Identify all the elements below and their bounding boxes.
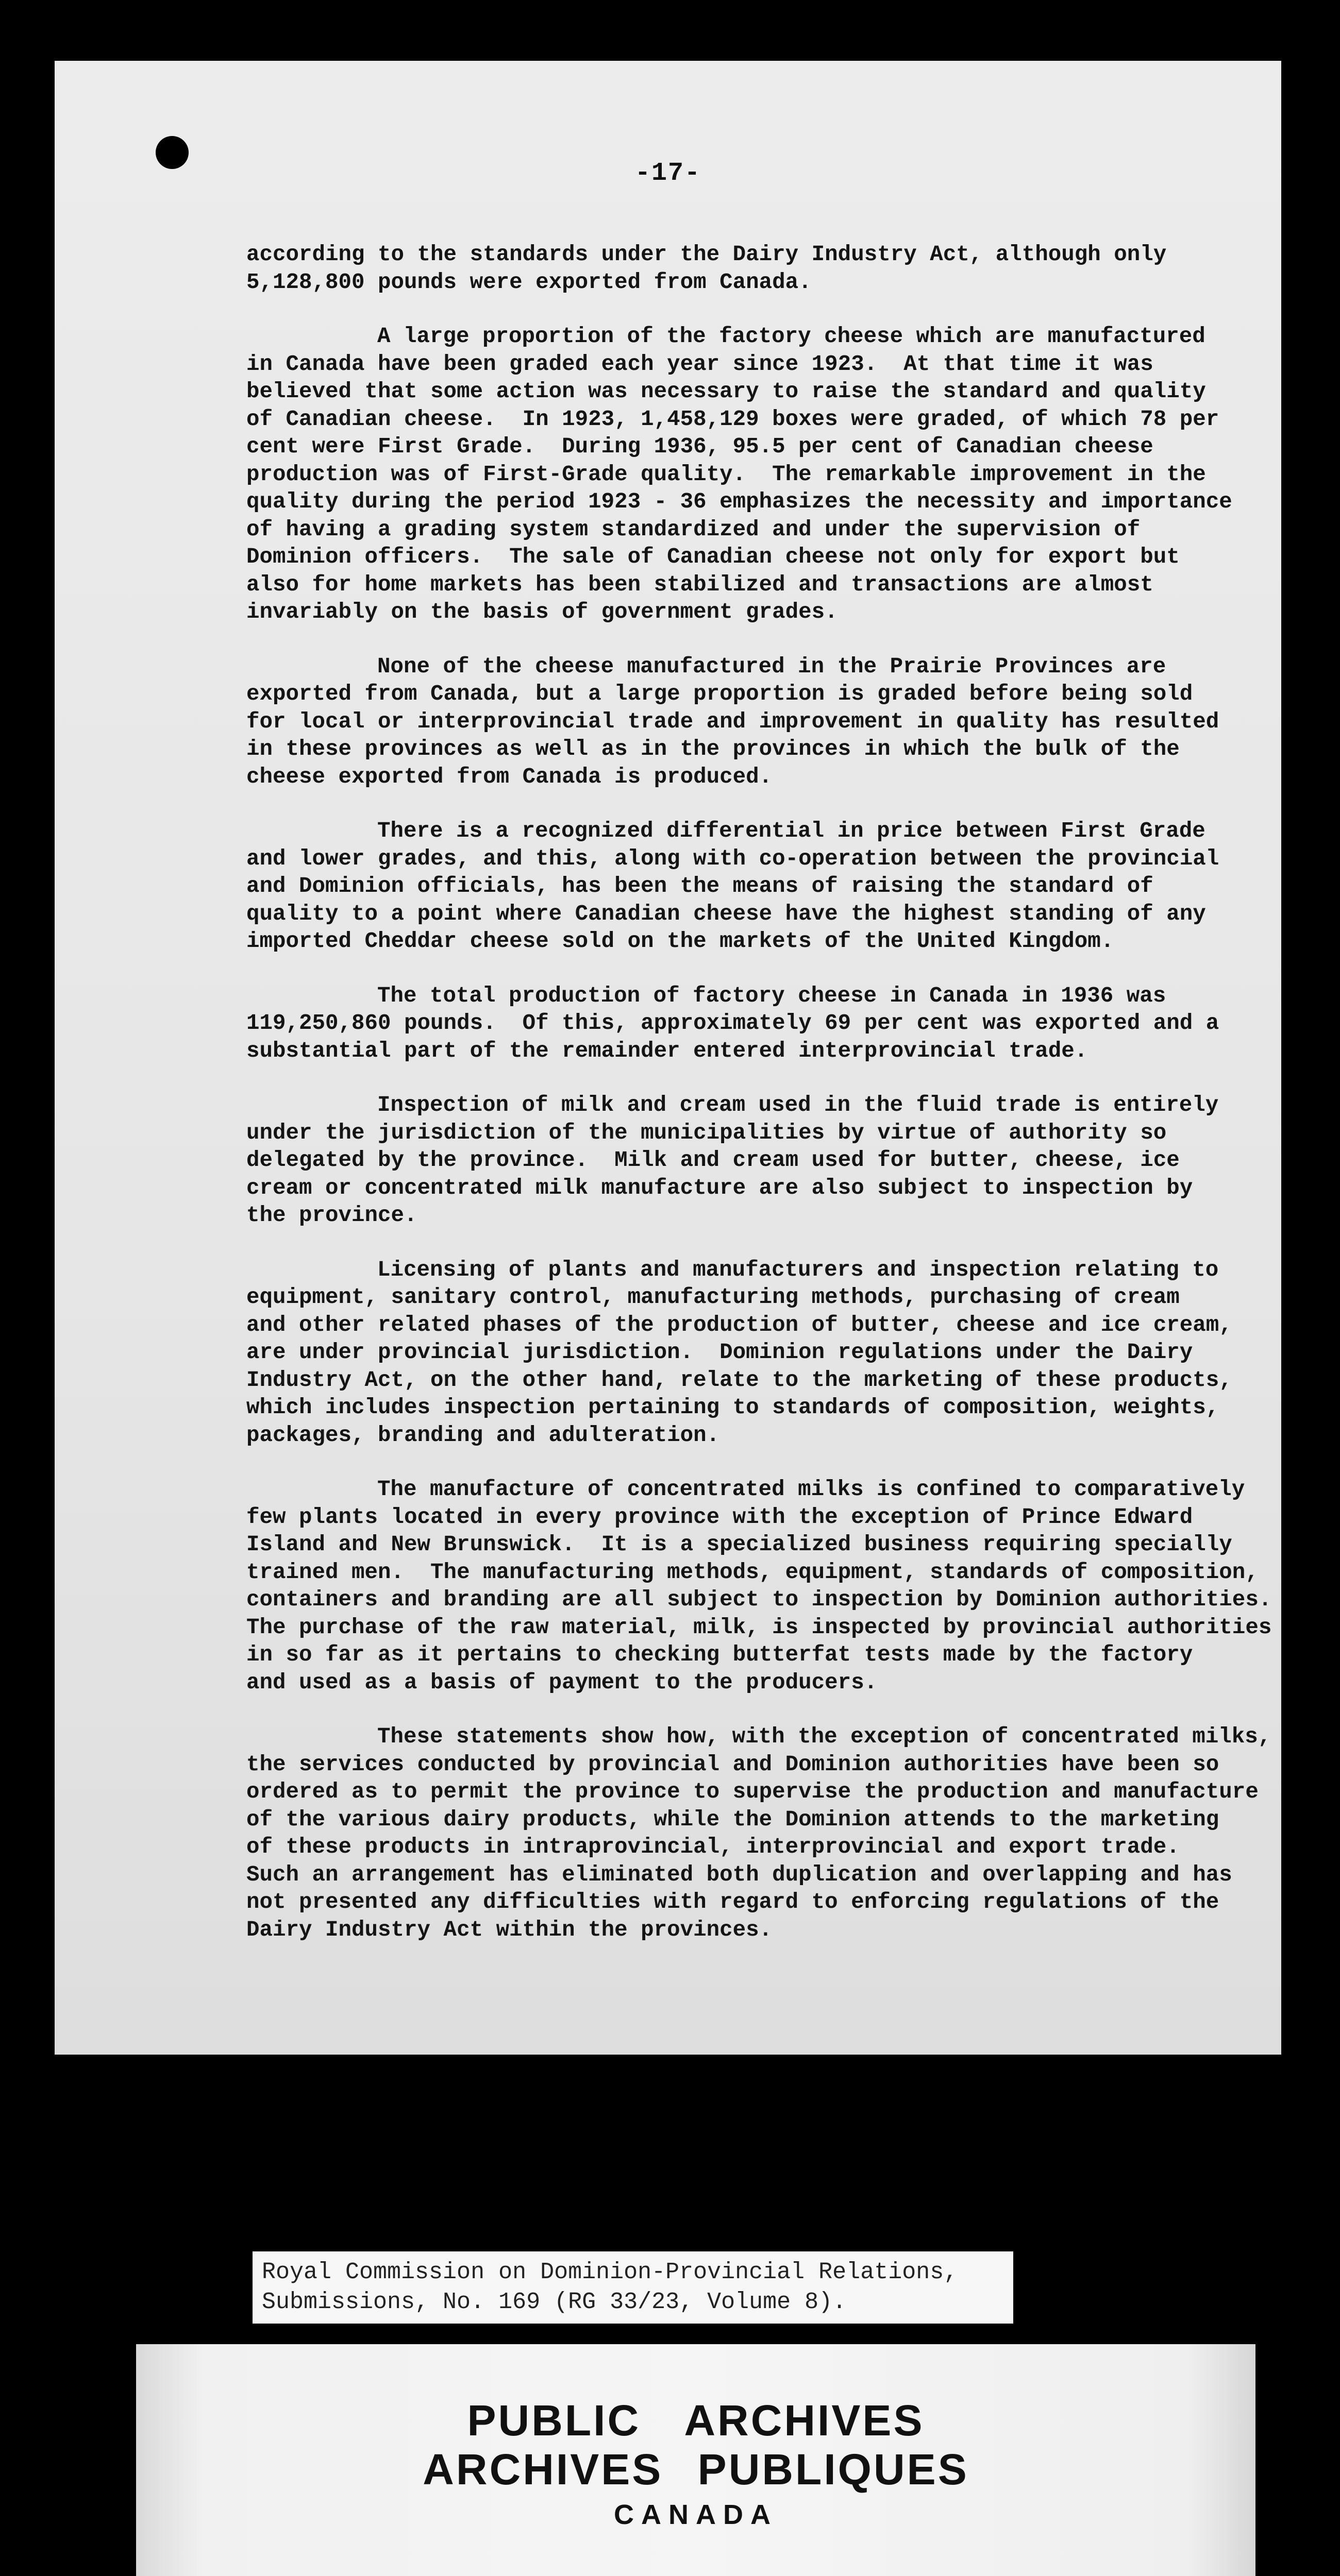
paragraph — [246, 1723, 1271, 1944]
text-line: cent were First Grade. During 1936, 95.5 per cent of Canadian cheese — [246, 434, 1153, 459]
text-line: of having a grading system standardized and under the supervision of — [246, 517, 1141, 542]
document-page — [55, 61, 1281, 2055]
text-line: The manufacture of concentrated milks is confined to comparatively — [377, 1477, 1245, 1502]
text-line: few plants located in every province with the exception of Prince Edward — [246, 1504, 1193, 1530]
text-line: and used as a basis of payment to the producers. — [246, 1670, 878, 1695]
text-line: cream or concentrated milk manufacture are also subject to inspection by — [246, 1175, 1193, 1200]
text-line: equipment, sanitary control, manufacturing methods, purchasing of cream — [246, 1285, 1180, 1310]
text-line: Island and New Brunswick. It is a specialized business requiring specially — [246, 1532, 1232, 1557]
paragraph — [246, 1257, 1257, 1450]
text-line: the services conducted by provincial and Dominion authorities have been so — [246, 1752, 1219, 1777]
text-line: believed that some action was necessary to raise the standard and quality — [246, 379, 1206, 404]
archives-stamp — [136, 2344, 1255, 2576]
stamp-line-english: PUBLIC ARCHIVES — [467, 2396, 925, 2445]
paragraph — [246, 653, 1257, 791]
text-line: Industry Act, on the other hand, relate to the marketing of these products, — [246, 1367, 1232, 1393]
text-line: The purchase of the raw material, milk, is inspected by provincial authorities — [246, 1615, 1272, 1640]
paragraph — [246, 1092, 1257, 1230]
citation-line: Submissions, No. 169 (RG 33/23, Volume 8). — [262, 2289, 847, 2315]
text-line: quality to a point where Canadian cheese have the highest standing of any — [246, 901, 1206, 926]
text-line: also for home markets has been stabilized and transactions are almost — [246, 572, 1153, 597]
text-line: in so far as it pertains to checking butterfat tests made by the factory — [246, 1642, 1193, 1667]
paragraph — [246, 241, 1257, 296]
text-line: containers and branding are all subject to inspection by Dominion authorities. — [246, 1587, 1272, 1612]
text-line: production was of First-Grade quality. The remarkable improvement in the — [246, 462, 1206, 487]
citation-line: Royal Commission on Dominion-Provincial Relations, — [262, 2259, 958, 2285]
text-line: which includes inspection pertaining to standards of composition, weights, — [246, 1395, 1219, 1420]
text-line: exported from Canada, but a large proportion is graded before being sold — [246, 682, 1193, 706]
text-line: delegated by the province. Milk and cream used for butter, cheese, ice — [246, 1148, 1180, 1173]
text-line: ordered as to permit the province to supervise the production and manufacture — [246, 1780, 1259, 1804]
text-line: under the jurisdiction of the municipalities by virtue of authority so — [246, 1120, 1167, 1145]
text-line: and other related phases of the production of butter, cheese and ice cream, — [246, 1312, 1232, 1337]
citation-label — [253, 2251, 1013, 2324]
text-line: substantial part of the remainder entered interprovincial trade. — [246, 1038, 1088, 1063]
text-line: cheese exported from Canada is produced. — [246, 764, 773, 789]
text-line: The total production of factory cheese in Canada in 1936 was — [377, 983, 1166, 1008]
text-line: the province. — [246, 1203, 417, 1228]
text-line: trained men. The manufacturing methods, equipment, standards of composition, — [246, 1560, 1259, 1585]
text-line: according to the standards under the Dairy Industry Act, although only — [246, 242, 1167, 267]
text-line: 5,128,800 pounds were exported from Canada. — [246, 269, 812, 295]
text-line: Dairy Industry Act within the provinces. — [246, 1917, 773, 1942]
text-line: not presented any difficulties with regard to enforcing regulations of the — [246, 1890, 1219, 1914]
text-line: in Canada have been graded each year since 1923. At that time it was — [246, 351, 1153, 377]
text-line: quality during the period 1923 - 36 emphasizes the necessity and importance — [246, 489, 1232, 514]
text-line: for local or interprovincial trade and improvement in quality has resulted — [246, 709, 1219, 734]
text-line: are under provincial jurisdiction. Dominion regulations under the Dairy — [246, 1340, 1193, 1365]
paragraph — [246, 982, 1257, 1065]
text-line: Licensing of plants and manufacturers and inspection relating to — [377, 1257, 1219, 1282]
text-line: and Dominion officials, has been the means of raising the standard of — [246, 874, 1153, 899]
text-line: invariably on the basis of government grades. — [246, 600, 838, 624]
text-line: Inspection of milk and cream used in the fluid trade is entirely — [377, 1093, 1219, 1117]
text-line: of these products in intraprovincial, interprovincial and export trade. — [246, 1835, 1180, 1859]
paragraph — [246, 323, 1257, 626]
paragraph — [246, 818, 1257, 956]
text-line: of Canadian cheese. In 1923, 1,458,129 boxes were graded, of which 78 per — [246, 406, 1219, 432]
stamp-line-country: CANADA — [614, 2499, 778, 2530]
text-line: 119,250,860 pounds. Of this, approximately 69 per cent was exported and a — [246, 1011, 1219, 1036]
stamp-line-french: ARCHIVES PUBLIQUES — [423, 2445, 969, 2494]
text-line: packages, branding and adulteration. — [246, 1422, 720, 1448]
paragraph — [246, 1476, 1272, 1697]
text-line: in these provinces as well as in the provinces in which the bulk of the — [246, 737, 1180, 761]
text-line: Such an arrangement has eliminated both duplication and overlapping and has — [246, 1862, 1232, 1887]
text-line: None of the cheese manufactured in the Prairie Provinces are — [377, 654, 1166, 679]
text-line: and lower grades, and this, along with co-operation between the provincial — [246, 846, 1219, 871]
text-line: imported Cheddar cheese sold on the markets of the United Kingdom. — [246, 929, 1114, 954]
body-text — [246, 241, 1272, 1971]
text-line: A large proportion of the factory cheese which are manufactured — [377, 324, 1205, 349]
text-line: of the various dairy products, while the Dominion attends to the marketing — [246, 1807, 1219, 1832]
text-line: These statements show how, with the exception of concentrated milks, — [377, 1724, 1271, 1749]
text-line: There is a recognized differential in price between First Grade — [377, 819, 1205, 843]
page-number: -17- — [634, 159, 701, 188]
text-line: Dominion officers. The sale of Canadian cheese not only for export but — [246, 545, 1180, 569]
